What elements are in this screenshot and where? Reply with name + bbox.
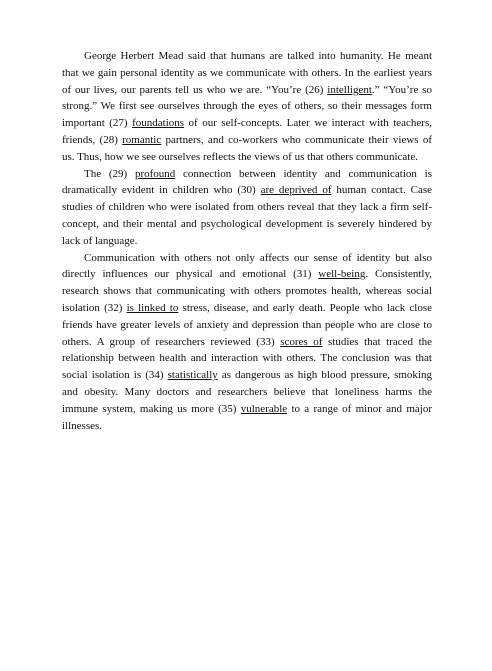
underlined-term: vulnerable bbox=[240, 402, 288, 415]
underlined-term: is linked to bbox=[126, 301, 179, 314]
underlined-term: intelligent bbox=[327, 83, 372, 96]
text-run: studies that traced the relationship between health and interaction with others. The conclusion was that social isolation is (34) bbox=[62, 335, 433, 382]
text-run: The (29) bbox=[84, 167, 135, 180]
underlined-term: scores of bbox=[280, 335, 323, 348]
paragraph-1 bbox=[62, 48, 432, 166]
text-run: connection between identity and communication is dramatically evident in children who (30) bbox=[62, 167, 432, 197]
text-run: partners, and co-workers who communicate their views of us. Thus, how we see ourselves reflects the views of us that others communicate. bbox=[62, 133, 432, 163]
paragraph-3 bbox=[62, 250, 432, 435]
underlined-term: romantic bbox=[122, 133, 162, 146]
underlined-term: profound bbox=[134, 167, 176, 180]
underlined-term: well-being bbox=[318, 268, 366, 281]
passage-text bbox=[62, 48, 432, 434]
text-run: stress, disease, and early death. People who lack close friends have greater levels of anxiety and depression than people who are close to others. A group of researchers reviewed (33) bbox=[62, 301, 432, 348]
text-run: . Consistently, research shows that communicating with others promotes health, whereas social isolation (32) bbox=[62, 268, 432, 314]
underlined-term: statistically bbox=[167, 369, 218, 382]
text-run: of our self-concepts. Later we interact with teachers, friends, (28) bbox=[62, 117, 432, 146]
text-run: as dangerous as high blood pressure, smoking and obesity. Many doctors and researchers believe that loneliness harms the immune system, making us more (35) bbox=[62, 369, 432, 415]
text-run: to a range of minor and major illnesses. bbox=[62, 402, 432, 432]
text-run: human contact. Case studies of children who were isolated from others reveal that they lack a firm self-concept, and their mental and psychological development is severely hindered by lack of language. bbox=[62, 184, 433, 247]
paragraph-2 bbox=[62, 166, 432, 250]
underlined-term: foundations bbox=[132, 117, 185, 130]
underlined-term: are deprived of bbox=[260, 184, 332, 197]
text-run: Communication with others not only affects our sense of identity but also directly influences our physical and emotional (31) bbox=[62, 251, 432, 281]
text-run: George Herbert Mead said that humans are talked into humanity. He meant that we gain personal identity as we communicate with others. In the earliest years of our lives, our parents tell us who we are. “You’re (26) bbox=[62, 50, 432, 96]
text-run: .” “You’re so strong.” We first see ourselves through the eyes of others, so their messages form important (27) bbox=[62, 83, 432, 130]
